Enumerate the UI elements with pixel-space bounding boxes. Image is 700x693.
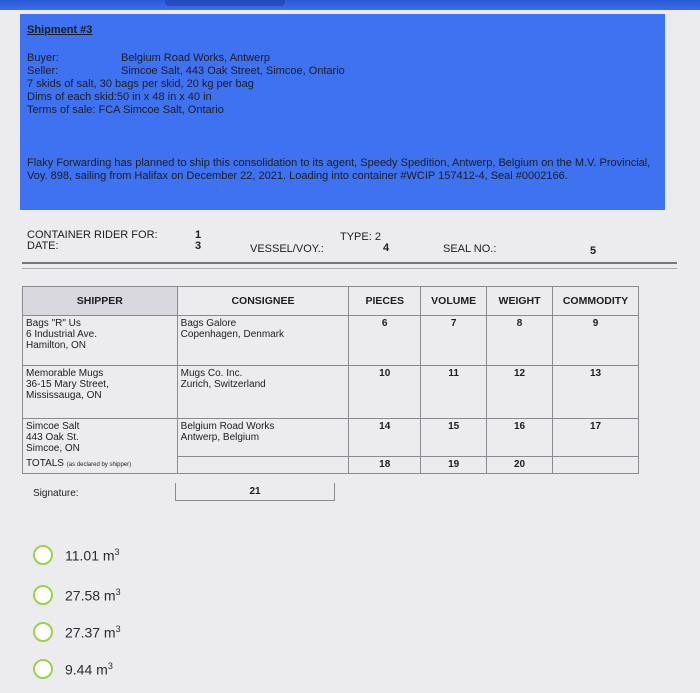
- totals-note: (as declared by shipper): [66, 462, 132, 468]
- volume-cell: 11: [421, 366, 487, 419]
- rider-field-1: 1: [195, 229, 202, 241]
- shipper-name: Memorable Mugs: [26, 368, 104, 379]
- shipper-cell: [23, 316, 178, 366]
- signature-label: Signature:: [33, 488, 79, 499]
- signature-field: 21: [175, 483, 335, 501]
- consignee-name: Mugs Co. Inc.: [180, 368, 243, 379]
- radio-button[interactable]: [33, 622, 53, 642]
- consignee-name: Bags Galore: [180, 318, 237, 329]
- consignee-cell: [177, 366, 349, 419]
- pieces-cell: 14: [349, 419, 421, 457]
- option-label: 9.44 $m^3$: [65, 660, 113, 678]
- option-label: 11.01 $m^3$: [65, 546, 120, 564]
- dims-detail: Dims of each skid:50 in x 48 in x 40 in: [27, 91, 212, 103]
- vessel-voy-label: VESSEL/VOY.:: [250, 243, 324, 255]
- shipment-info-panel: [20, 14, 665, 210]
- volume-cell: 7: [421, 316, 487, 366]
- total-commodity-cell: [553, 456, 639, 474]
- date-label: DATE:: [27, 240, 59, 252]
- shipper-street: 6 Industrial Ave.: [26, 329, 97, 340]
- volume-cell: 15: [421, 419, 487, 457]
- answer-option-2[interactable]: [33, 584, 121, 606]
- table-header-row: [23, 287, 639, 316]
- weight-cell: 16: [487, 419, 553, 457]
- buyer-value: Belgium Road Works, Antwerp: [121, 52, 270, 64]
- commodity-cell: 17: [553, 419, 639, 457]
- seal-no-label: SEAL NO.:: [443, 243, 497, 255]
- table-row: [23, 316, 639, 366]
- terms-detail: Terms of sale: FCA Simcoe Salt, Ontario: [27, 104, 224, 116]
- commodity-cell: 9: [553, 316, 639, 366]
- consignee-city: Copenhagen, Denmark: [180, 329, 285, 340]
- table-row: [23, 419, 639, 457]
- shipment-title: Shipment #3: [27, 24, 93, 36]
- skids-detail: 7 skids of salt, 30 bags per skid, 20 kg per bag: [27, 78, 254, 90]
- commodity-cell: 13: [553, 366, 639, 419]
- header-weight: WEIGHT: [487, 287, 553, 316]
- top-banner-strip: [0, 0, 700, 10]
- shipper-city: Mississauga, ON: [26, 390, 102, 401]
- answer-option-4[interactable]: [33, 658, 113, 680]
- pieces-cell: 10: [349, 366, 421, 419]
- header-consignee: CONSIGNEE: [177, 287, 349, 316]
- totals-consignee-cell: [177, 456, 349, 474]
- shipper-street: 443 Oak St.: [26, 432, 79, 443]
- option-label: 27.58 $m^3$: [65, 586, 121, 604]
- total-volume-cell: 19: [421, 456, 487, 474]
- table-row: [23, 366, 639, 419]
- answer-option-3[interactable]: [33, 621, 121, 643]
- rider-divider: [22, 262, 677, 264]
- radio-button[interactable]: [33, 659, 53, 679]
- radio-button[interactable]: [33, 585, 53, 605]
- type-label: TYPE: 2: [340, 231, 381, 243]
- consignee-name: Belgium Road Works: [180, 421, 275, 432]
- header-shipper: SHIPPER: [23, 287, 178, 316]
- consignee-cell: [177, 316, 349, 366]
- shipper-cell: [23, 366, 178, 419]
- consignee-cell: [177, 419, 349, 457]
- rider-field-4: 4: [383, 242, 390, 254]
- totals-label: TOTALS: [26, 458, 64, 469]
- forwarding-note: Flaky Forwarding has planned to ship this consolidation to its agent, Speedy Spedition, Antwerp, Belgium on the M.V. Provincial, Voy. 898, sailing from Halifax on December 22, 2021. Loading into container #WCIP 157412-4, Seal #0002166.: [27, 157, 651, 182]
- header-volume: VOLUME: [421, 287, 487, 316]
- rider-field-3: 3: [195, 240, 202, 252]
- rider-divider-thin: [22, 268, 677, 269]
- weight-cell: 8: [487, 316, 553, 366]
- consignee-city: Antwerp, Belgium: [180, 432, 260, 443]
- shipper-name: Bags "R" Us: [26, 318, 81, 329]
- shipper-street: 36-15 Mary Street,: [26, 379, 109, 390]
- seller-line: [27, 65, 345, 78]
- container-rider-label: CONTAINER RIDER FOR:: [27, 229, 158, 241]
- buyer-label: Buyer:: [27, 52, 59, 64]
- pieces-cell: 6: [349, 316, 421, 366]
- shipper-name: Simcoe Salt: [26, 421, 80, 432]
- total-weight-cell: 20: [487, 456, 553, 474]
- top-banner-smudge: [165, 0, 285, 6]
- option-label: 27.37 $m^3$: [65, 623, 121, 641]
- radio-button[interactable]: [33, 545, 53, 565]
- header-pieces: PIECES: [349, 287, 421, 316]
- buyer-line: [27, 52, 270, 65]
- total-pieces-cell: 18: [349, 456, 421, 474]
- weight-cell: 12: [487, 366, 553, 419]
- shipper-city: Hamilton, ON: [26, 340, 87, 351]
- seller-value: Simcoe Salt, 443 Oak Street, Simcoe, Ontario: [121, 65, 345, 77]
- totals-row: [23, 456, 639, 474]
- shipper-cell: [23, 419, 178, 457]
- answer-option-1[interactable]: [33, 544, 120, 566]
- container-rider-table: [22, 286, 639, 474]
- totals-label-cell: [23, 456, 178, 474]
- seller-label: Seller:: [27, 65, 59, 77]
- consignee-city: Zurich, Switzerland: [180, 379, 266, 390]
- header-commodity: COMMODITY: [553, 287, 639, 316]
- shipper-city: Simcoe, ON: [26, 443, 80, 454]
- rider-field-5: 5: [590, 245, 597, 257]
